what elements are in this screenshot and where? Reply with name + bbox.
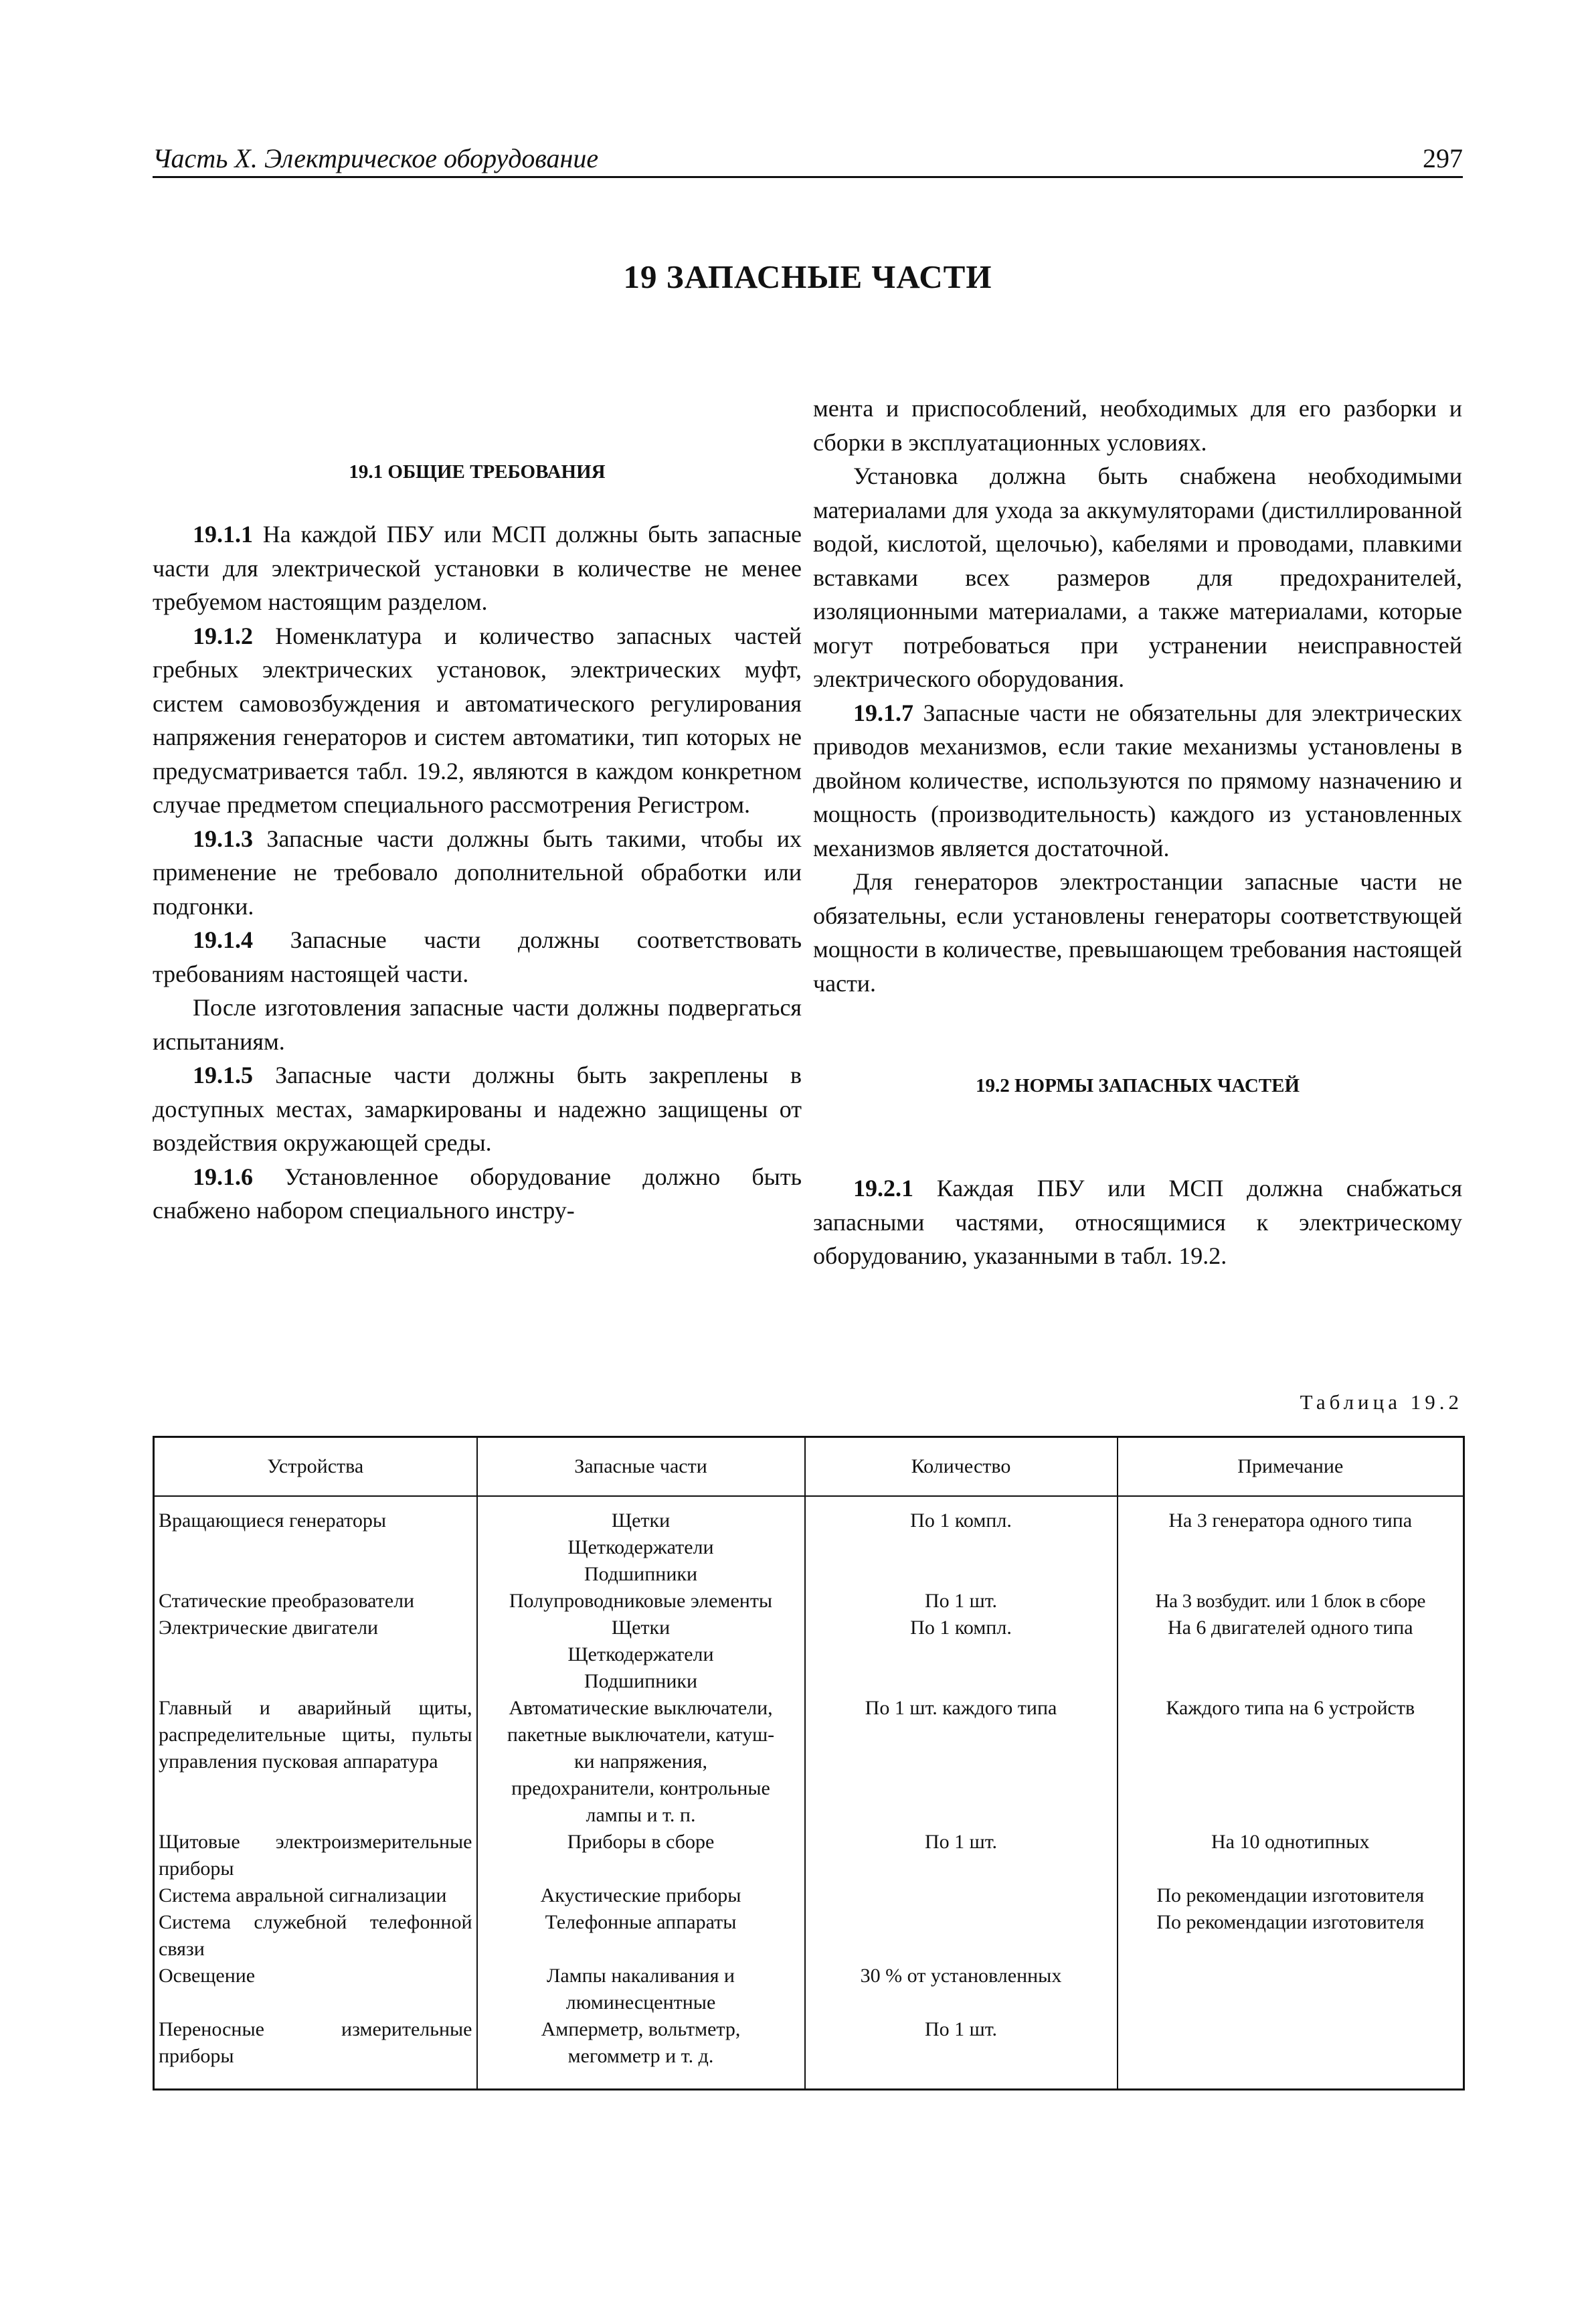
paragraph-text: Запасные части должны быть закреплены в доступных местах, замаркированы и надежно защищены от воздействия окружающей среды. (153, 1062, 802, 1156)
cell-device: Вращающиеся генераторы (154, 1496, 477, 1588)
section-19-1-paragraphs (153, 517, 802, 1228)
paragraph-text: Запасные части должны соответствовать требованиям настоящей части. (153, 926, 802, 987)
cell-note: На 6 двигателей одного типа (1118, 1615, 1464, 1695)
cell-device: Главный и аварийный щиты, распределительные щиты, пульты управления пусковая аппаратура (154, 1695, 477, 1829)
column-header-spare-parts: Запасные части (477, 1437, 805, 1497)
table-row (154, 1615, 1464, 1695)
cell-spare-parts (477, 1829, 805, 1882)
cell-note: На 3 возбудит. или 1 блок в сборе (1118, 1588, 1464, 1615)
cell-note (1118, 1963, 1464, 2016)
cell-quantity: 30 % от установленных (805, 1963, 1118, 2016)
running-header (153, 143, 1463, 178)
paragraph (153, 517, 802, 619)
section-heading-19-2: 19.2 НОРМЫ ЗАПАСНЫХ ЧАСТЕЙ (975, 1075, 1300, 1096)
spare-part-line: Амперметр, вольтметр, (541, 2018, 741, 2040)
cell-spare-parts (477, 2016, 805, 2090)
cell-quantity: По 1 компл. (805, 1496, 1118, 1588)
spare-part-line: Полупроводниковые элементы (509, 1590, 773, 1612)
cell-device: Система авральной сигнализации (154, 1882, 477, 1909)
cell-note: На 3 генератора одного типа (1118, 1496, 1464, 1588)
cell-spare-parts (477, 1695, 805, 1829)
cell-spare-parts (477, 1588, 805, 1615)
spare-part-line: Щетки (611, 1509, 671, 1532)
section-heading-19-1: 19.1 ОБЩИЕ ТРЕБОВАНИЯ (349, 461, 606, 483)
spare-part-line: пакетные выключатели, катуш- (507, 1724, 775, 1746)
spare-part-line: Подшипники (584, 1670, 697, 1692)
column-header-quantity: Количество (805, 1437, 1118, 1497)
clause-number: 19.1.2 (193, 622, 253, 649)
chapter-title: 19 ЗАПАСНЫЕ ЧАСТИ (623, 258, 992, 295)
clause-number: 19.1.3 (193, 825, 253, 852)
table-row (154, 1829, 1464, 1882)
cell-quantity: По 1 шт. (805, 1588, 1118, 1615)
clause-number: 19.1.4 (193, 926, 253, 953)
spare-parts-table (153, 1436, 1465, 2090)
right-column (813, 392, 1462, 1273)
clause-number: 19.2.1 (853, 1175, 913, 1202)
table-row (154, 1695, 1464, 1829)
column-header-note: Примечание (1118, 1437, 1464, 1497)
cell-device: Щитовые электроизмерительные приборы (154, 1829, 477, 1882)
paragraph (813, 865, 1462, 1000)
spare-part-line: предохранители, контрольные (511, 1777, 770, 1799)
table-body (154, 1496, 1464, 2090)
section-19-2-paragraphs (813, 1171, 1462, 1273)
clause-number: 19.1.6 (193, 1163, 253, 1190)
section-19-1-paragraphs-continued (813, 459, 1462, 1000)
paragraph (153, 991, 802, 1058)
table-row (154, 1588, 1464, 1615)
table-row (154, 1963, 1464, 2016)
paragraph (153, 619, 802, 822)
cell-spare-parts (477, 1615, 805, 1695)
left-column (153, 392, 802, 1228)
paragraph-text: Номенклатура и количество запасных частей гребных электрических установок, электрических муфт, систем самовозбуждения и автоматического регулирования напряжения генераторов и систем автоматики, тип которых не предусматривается табл. 19.2, являются в каждом конкретном случае предметом специального рассмотрения Регистром. (153, 622, 802, 818)
cell-quantity: По 1 компл. (805, 1615, 1118, 1695)
spare-part-line: Приборы в сборе (567, 1831, 715, 1853)
table-caption: Таблица 19.2 (1300, 1390, 1463, 1414)
paragraph (813, 1171, 1462, 1273)
paragraph (153, 822, 802, 924)
cell-note: Каждого типа на 6 устройств (1118, 1695, 1464, 1829)
cell-quantity: По 1 шт. каждого типа (805, 1695, 1118, 1829)
spare-part-line: ки напряжения, (573, 1750, 707, 1773)
spare-part-line: Автоматические выключатели, (509, 1697, 773, 1719)
spare-part-line: Щеткодержатели (567, 1643, 714, 1665)
cell-note: На 10 однотипных (1118, 1829, 1464, 1882)
cell-spare-parts (477, 1909, 805, 1963)
paragraph-text: Запасные части не обязательны для электрических приводов механизмов, если такие механизмы установлены в двойном количестве, используются по прямому назначению и мощность (производительность) каждого из установленных механизмов является достаточной. (813, 699, 1462, 861)
table-row (154, 1882, 1464, 1909)
cell-device: Статические преобразователи (154, 1588, 477, 1615)
clause-number: 19.1.5 (193, 1062, 253, 1088)
table-row (154, 2016, 1464, 2090)
cell-device: Переносные измерительные приборы (154, 2016, 477, 2090)
clause-number: 19.1.7 (853, 699, 913, 726)
table-row (154, 1909, 1464, 1963)
spare-part-line: лампы и т. п. (586, 1804, 696, 1826)
cell-note: По рекомендации изготовителя (1118, 1882, 1464, 1909)
cell-device: Система служебной телефонной связи (154, 1909, 477, 1963)
table-header-row (154, 1437, 1464, 1497)
spare-part-line: люминесцентные (565, 1991, 716, 2014)
paragraph (153, 1160, 802, 1228)
paragraph (153, 1058, 802, 1160)
paragraph-text: Каждая ПБУ или МСП должна снабжаться запасными частями, относящимися к электрическому оборудованию, указанными в табл. 19.2. (813, 1175, 1462, 1269)
cell-note (1118, 2016, 1464, 2090)
paragraph (153, 923, 802, 991)
header-title: Часть X. Электрическое оборудование (153, 143, 599, 173)
cell-quantity (805, 1882, 1118, 1909)
cell-spare-parts (477, 1496, 805, 1588)
spare-part-line: Щеткодержатели (567, 1536, 714, 1558)
paragraph (813, 459, 1462, 696)
paragraph-continuation: мента и приспособлений, необходимых для его разборки и сборки в эксплуатационных условиях. (813, 395, 1462, 456)
spare-part-line: Подшипники (584, 1563, 697, 1585)
cell-spare-parts (477, 1963, 805, 2016)
table-row (154, 1496, 1464, 1588)
paragraph-text: Установленное оборудование должно быть снабжено набором специального инстру- (153, 1163, 802, 1224)
page-number: 297 (1423, 143, 1463, 173)
cell-quantity (805, 1909, 1118, 1963)
cell-note: По рекомендации изготовителя (1118, 1909, 1464, 1963)
paragraph-text: Запасные части должны быть такими, чтобы их применение не требовало дополнительной обработки или подгонки. (153, 825, 802, 920)
cell-device: Электрические двигатели (154, 1615, 477, 1695)
spare-part-line: Щетки (611, 1617, 671, 1639)
spare-part-line: Лампы накаливания и (546, 1965, 735, 1987)
paragraph (813, 696, 1462, 866)
paragraph-text: На каждой ПБУ или МСП должны быть запасные части для электрической установки в количестве не менее требуемом настоящим разделом. (153, 521, 802, 615)
cell-quantity: По 1 шт. (805, 1829, 1118, 1882)
paragraph-text: Для генераторов электростанции запасные части не обязательны, если установлены генераторы соответствующей мощности в количестве, превышающем требования настоящей части. (813, 868, 1462, 997)
paragraph-text: Установка должна быть снабжена необходимыми материалами для ухода за аккумуляторами (дистиллированной водой, кислотой, щелочью), кабелями и проводами, плавкими вставками всех размеров для предохранителей, изоляционными материалами, а также материалами, которые могут потребоваться при устранении неисправностей электрического оборудования. (813, 463, 1462, 692)
cell-quantity: По 1 шт. (805, 2016, 1118, 2090)
spare-part-line: Телефонные аппараты (545, 1911, 737, 1933)
spare-part-line: мегомметр и т. д. (567, 2045, 714, 2067)
paragraph-text: После изготовления запасные части должны подвергаться испытаниям. (153, 994, 802, 1055)
cell-device: Освещение (154, 1963, 477, 2016)
clause-number: 19.1.1 (193, 521, 253, 548)
spare-part-line: Акустические приборы (540, 1884, 741, 1906)
cell-spare-parts (477, 1882, 805, 1909)
column-header-devices: Устройства (154, 1437, 477, 1497)
